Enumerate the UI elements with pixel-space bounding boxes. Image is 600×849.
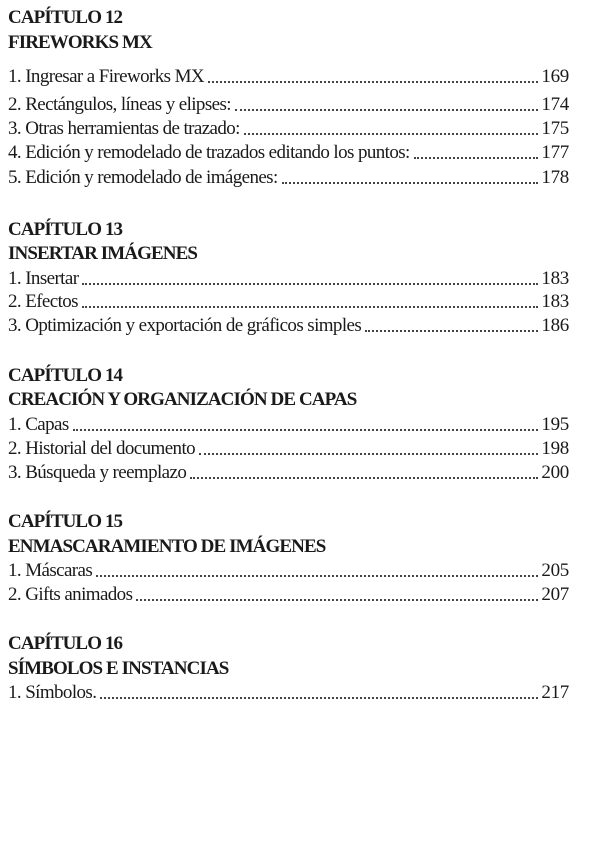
chapter-number: CAPÍTULO 14 (8, 365, 123, 386)
entry-label: 2. Gifts animados (8, 584, 133, 605)
entry-page: 183 (541, 268, 569, 289)
toc-entry[interactable] (8, 461, 569, 485)
chapter-number: CAPÍTULO 13 (8, 219, 123, 240)
entry-page: 195 (541, 414, 569, 435)
toc-entry[interactable] (8, 559, 569, 583)
entry-page: 205 (541, 560, 569, 581)
dot-leader (82, 283, 538, 285)
chapter-title: CREACIÓN Y ORGANIZACIÓN DE CAPAS (8, 389, 357, 410)
entry-label: 5. Edición y remodelado de imágenes: (8, 167, 278, 188)
toc-entry[interactable] (8, 583, 569, 607)
entry-label: 3. Otras herramientas de trazado: (8, 118, 240, 139)
entry-label: 1. Capas (8, 414, 69, 435)
entry-label: 4. Edición y remodelado de trazados editando los puntos: (8, 142, 410, 163)
entry-page: 174 (541, 94, 569, 115)
dot-leader (190, 477, 538, 479)
toc-entry[interactable] (8, 267, 569, 291)
chapter-title: ENMASCARAMIENTO DE IMÁGENES (8, 536, 326, 557)
entry-page: 178 (541, 167, 569, 188)
entry-label: 3. Búsqueda y reemplazo (8, 462, 187, 483)
entry-page: 169 (541, 66, 569, 87)
dot-leader (365, 330, 538, 332)
entry-page: 198 (541, 438, 569, 459)
dot-leader (199, 453, 538, 455)
dot-leader (414, 157, 539, 159)
chapter-number: CAPÍTULO 15 (8, 511, 123, 532)
toc-entry[interactable] (8, 117, 569, 141)
dot-leader (82, 306, 538, 308)
chapter-title: INSERTAR IMÁGENES (8, 243, 198, 264)
toc-entry[interactable] (8, 681, 569, 705)
dot-leader (208, 81, 538, 83)
entry-label: 2. Historial del documento (8, 438, 196, 459)
entry-label: 3. Optimización y exportación de gráficos simples (8, 315, 362, 336)
toc-entry[interactable] (8, 437, 569, 461)
toc-entry[interactable] (8, 290, 569, 314)
dot-leader (282, 182, 539, 184)
dot-leader (73, 429, 539, 431)
entry-label: 2. Efectos (8, 291, 78, 312)
dot-leader (235, 109, 538, 111)
toc-entry[interactable] (8, 93, 569, 117)
toc-entry[interactable] (8, 65, 569, 89)
dot-leader (96, 575, 538, 577)
entry-page: 177 (541, 142, 569, 163)
entry-page: 200 (541, 462, 569, 483)
entry-page: 183 (541, 291, 569, 312)
entry-page: 217 (541, 682, 569, 703)
chapter-title: SÍMBOLOS E INSTANCIAS (8, 658, 229, 679)
chapter-title: FIREWORKS MX (8, 32, 152, 53)
entry-label: 2. Rectángulos, líneas y elipses: (8, 94, 231, 115)
entry-label: 1. Insertar (8, 268, 79, 289)
dot-leader (136, 599, 538, 601)
entry-page: 175 (541, 118, 569, 139)
entry-label: 1. Máscaras (8, 560, 93, 581)
toc-entry[interactable] (8, 314, 569, 338)
entry-label: 1. Ingresar a Fireworks MX (8, 66, 204, 87)
dot-leader (100, 697, 538, 699)
toc-entry[interactable] (8, 141, 569, 165)
dot-leader (244, 133, 539, 135)
entry-page: 207 (541, 584, 569, 605)
chapter-number: CAPÍTULO 16 (8, 633, 123, 654)
entry-label: 1. Símbolos. (8, 682, 97, 703)
chapter-number: CAPÍTULO 12 (8, 7, 123, 28)
toc-entry[interactable] (8, 166, 569, 190)
toc-entry[interactable] (8, 413, 569, 437)
entry-page: 186 (541, 315, 569, 336)
